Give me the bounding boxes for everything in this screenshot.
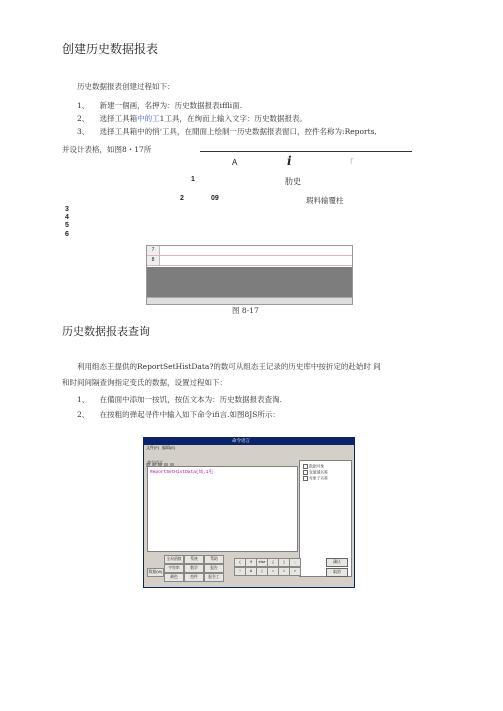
horizontal-scrollbar[interactable] xyxy=(147,297,352,304)
step-number: 2、 xyxy=(77,114,90,123)
editor-label: 命令语言 xyxy=(147,460,163,465)
step-text: 在按粗的弹起寻件中输入如下命令ifi言.如图8JS所示： xyxy=(99,410,280,419)
report-grid-screenshot xyxy=(146,245,353,305)
step-3-continued: 并设计表格，如图8・17所 xyxy=(62,145,152,154)
op-button[interactable]: 报告 xyxy=(204,564,224,573)
step-1 xyxy=(77,394,282,405)
page-title: 创建历史数据报表 xyxy=(62,42,159,56)
code-editor[interactable] xyxy=(147,466,298,552)
key-button[interactable]: < xyxy=(278,567,290,576)
row-number: 3 xyxy=(65,206,69,213)
menu-file[interactable]: 文件(F) xyxy=(146,445,160,450)
row-number: 4 xyxy=(65,214,69,221)
column-i-label: i xyxy=(287,154,292,168)
row-text: 瑕料输覆柱 xyxy=(306,196,344,205)
expand-icon xyxy=(303,470,308,475)
row-number: 5 xyxy=(65,222,69,229)
key-button[interactable]: ; xyxy=(289,558,301,567)
key-button[interactable]: } xyxy=(278,558,290,567)
step-3 xyxy=(77,126,377,137)
key-button[interactable]: > xyxy=(289,567,301,576)
menu-edit[interactable]: 编辑(E) xyxy=(162,445,176,450)
step-1 xyxy=(77,100,242,111)
tree-item[interactable]: 对象子名称 xyxy=(303,476,328,482)
key-button[interactable]: ! xyxy=(234,567,246,576)
divider-line xyxy=(200,151,412,152)
key-button[interactable]: else xyxy=(256,558,268,567)
expand-icon xyxy=(303,476,308,481)
data-label[interactable]: 数据(W) xyxy=(147,568,164,577)
step-text: 选择工具箱中的悄‘工具，在閒面上绘制一历史数据报表窗口，控件名称为:Reports, xyxy=(99,127,377,136)
toolbar xyxy=(146,452,206,458)
op-button[interactable]: 控件 xyxy=(184,573,204,582)
command-language-dialog xyxy=(143,437,355,588)
tree-item[interactable]: 变量域名称 xyxy=(303,470,328,476)
step-text-post: 1工具，在绚而上输入文字：历史数据报表。 xyxy=(159,114,307,123)
row-header: 7 xyxy=(147,246,160,255)
step-number: 1、 xyxy=(77,101,90,110)
op-button[interactable]: 全局函数 xyxy=(164,555,184,564)
row-number: 2 xyxy=(180,195,184,202)
op-button[interactable]: 颜色 xyxy=(164,573,184,582)
row-value: 09 xyxy=(211,195,219,202)
row-number: 1 xyxy=(191,176,195,183)
key-button[interactable]: if xyxy=(245,558,257,567)
step-number: 2、 xyxy=(77,410,90,419)
row-header: 8 xyxy=(147,256,160,265)
dialog-title-bar xyxy=(144,438,354,445)
step-2 xyxy=(77,409,280,420)
grid-row xyxy=(147,246,352,256)
cancel-button[interactable]: 取消 xyxy=(326,568,348,577)
key-button[interactable]: = xyxy=(267,567,279,576)
paragraph: 利用组态王提供的ReportSetHistData?的数可从组态王记录的历史库中按折定的赴始时 间 xyxy=(77,362,381,371)
op-button[interactable]: 报告工 xyxy=(204,573,224,582)
key-button[interactable]: { xyxy=(267,558,279,567)
row-number: 6 xyxy=(65,231,69,238)
key-button[interactable]: ( xyxy=(234,558,246,567)
tree-item[interactable]: 数据对象 xyxy=(303,464,324,470)
intro-text: 历史数据报表创建过程如下： xyxy=(77,82,175,91)
step-text-pre: 选择工具箱 xyxy=(99,114,138,123)
key-button[interactable]: | xyxy=(256,567,268,576)
op-button[interactable]: 数学 xyxy=(184,564,204,573)
row-text: 肋史 xyxy=(285,177,301,186)
figure-caption: 图 8-17 xyxy=(232,306,259,315)
key-button[interactable]: & xyxy=(245,567,257,576)
op-button[interactable]: 字符串 xyxy=(164,564,184,573)
step-link[interactable]: 中的工 xyxy=(137,114,160,123)
step-text: 新建一個画，名押为：历史数据报表iffli面. xyxy=(99,101,243,110)
step-number: 1、 xyxy=(77,395,90,404)
bracket-mark: 「 xyxy=(346,158,354,167)
op-button[interactable]: 系统 xyxy=(184,555,204,564)
section-heading: 历史数据报表查询 xyxy=(62,325,150,338)
op-button[interactable]: 帮助 xyxy=(204,555,224,564)
dialog-title: 命令语言 xyxy=(232,438,250,443)
step-number: 3、 xyxy=(77,127,90,136)
code-text: ReportSetHistData(如,1屯 xyxy=(150,470,214,475)
menu-bar xyxy=(144,445,354,451)
column-a-label: A xyxy=(232,158,238,167)
paragraph: 和时间间隔查询指定变氐的数据，设置过程如下： xyxy=(62,378,227,387)
ok-button[interactable]: 确认 xyxy=(326,558,348,567)
step-text: 在備面中添加一按饥，按伍文本为：历史数据报表査淘. xyxy=(99,395,283,404)
grid-empty-area xyxy=(147,267,352,297)
step-2 xyxy=(77,113,307,124)
grid-row xyxy=(147,256,352,266)
window-controls xyxy=(339,439,353,444)
expand-icon xyxy=(303,464,308,469)
